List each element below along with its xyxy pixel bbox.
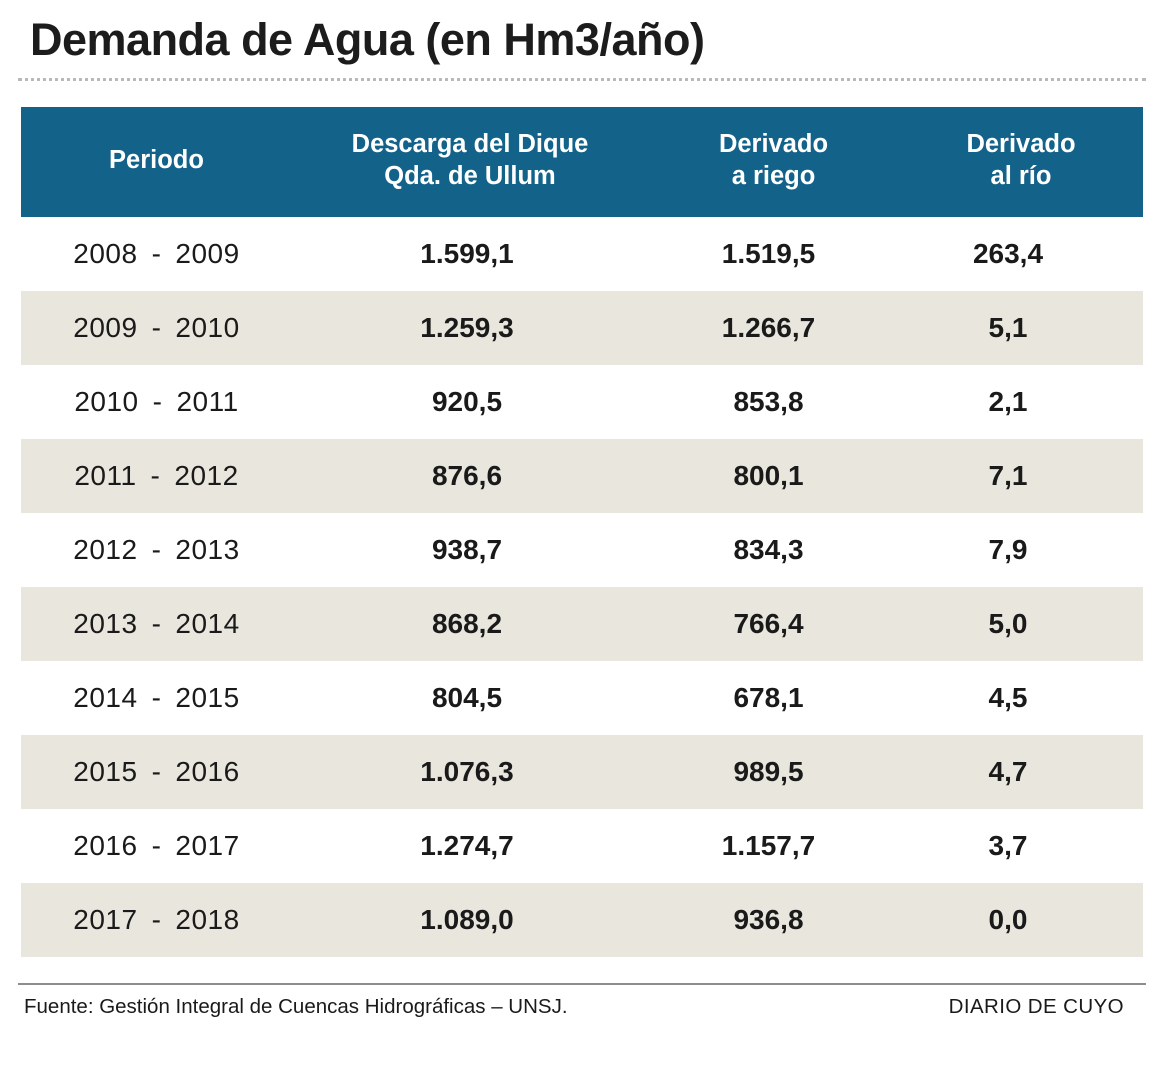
cell-periodo [21, 735, 292, 809]
period-start: 2011 [74, 459, 137, 491]
cell-riego: 1.266,7 [648, 291, 899, 365]
column-header-riego-line1: Derivado [718, 129, 829, 158]
cell-rio: 2,1 [988, 385, 1028, 417]
period-start: 2009 [73, 311, 138, 343]
period-start: 2013 [73, 607, 138, 639]
period-separator: - [150, 459, 161, 491]
footer [18, 985, 1146, 1019]
cell-descarga: 938,7 [431, 533, 503, 565]
cell-riego: 678,1 [733, 681, 804, 713]
table-row [21, 291, 1143, 365]
cell-periodo [21, 883, 292, 957]
table-row [21, 883, 1143, 957]
title-divider [18, 78, 1146, 81]
publisher-credit: DIARIO DE CUYO [948, 994, 1124, 1018]
table-row [21, 809, 1143, 883]
period-separator: - [151, 311, 162, 343]
table-header [21, 107, 1143, 217]
cell-riego: 766,4 [648, 587, 899, 661]
period-end: 2009 [175, 237, 240, 269]
column-header-descarga-line2: Qda. de Ullum [384, 161, 556, 190]
cell-periodo [21, 809, 292, 883]
period-end: 2013 [175, 533, 240, 565]
cell-rio: 5,0 [899, 587, 1143, 661]
cell-riego: 936,8 [648, 883, 899, 957]
cell-descarga: 868,2 [292, 587, 648, 661]
period-separator: - [151, 237, 162, 269]
column-header-riego-line2: a riego [731, 161, 816, 190]
water-demand-table [21, 107, 1143, 957]
cell-rio: 263,4 [972, 237, 1044, 269]
cell-riego: 853,8 [733, 385, 804, 417]
table-row [21, 735, 1143, 809]
table-row [21, 439, 1143, 513]
period-separator: - [151, 607, 162, 639]
cell-periodo [21, 365, 292, 439]
cell-riego: 800,1 [648, 439, 899, 513]
column-header-descarga [292, 107, 648, 217]
column-header-riego [648, 107, 899, 217]
cell-rio: 7,1 [899, 439, 1143, 513]
cell-descarga: 1.599,1 [420, 237, 514, 269]
cell-periodo [21, 661, 292, 735]
period-separator: - [151, 681, 162, 713]
period-end: 2016 [175, 755, 240, 787]
page-title: Demanda de Agua (en Hm3/año) [30, 14, 705, 65]
source-note: Fuente: Gestión Integral de Cuencas Hidrográficas – UNSJ. [24, 994, 568, 1018]
column-header-periodo: Periodo [21, 107, 292, 217]
period-separator: - [151, 829, 162, 861]
cell-riego: 1.519,5 [721, 237, 816, 269]
cell-rio: 4,5 [988, 681, 1028, 713]
cell-descarga: 1.259,3 [292, 291, 648, 365]
period-end: 2018 [175, 903, 240, 935]
cell-periodo [21, 217, 292, 291]
period-start: 2017 [73, 903, 138, 935]
period-separator: - [152, 385, 163, 417]
column-header-rio-line1: Derivado [966, 129, 1076, 158]
cell-periodo [21, 439, 292, 513]
column-header-descarga-line1: Descarga del Dique [351, 129, 589, 158]
cell-rio: 4,7 [899, 735, 1143, 809]
period-end: 2010 [175, 311, 240, 343]
cell-descarga: 876,6 [292, 439, 648, 513]
period-start: 2016 [73, 829, 138, 861]
period-end: 2017 [175, 829, 240, 861]
table-row [21, 365, 1143, 439]
table-body [21, 217, 1143, 957]
period-start: 2014 [73, 681, 138, 713]
cell-descarga: 1.076,3 [292, 735, 648, 809]
column-header-rio [899, 107, 1143, 217]
period-start: 2015 [73, 755, 138, 787]
period-end: 2014 [175, 607, 240, 639]
table-row [21, 513, 1143, 587]
cell-rio: 5,1 [899, 291, 1143, 365]
cell-rio: 0,0 [899, 883, 1143, 957]
table-header-row [21, 107, 1143, 217]
cell-descarga: 1.274,7 [420, 829, 514, 861]
period-start: 2010 [74, 385, 139, 417]
cell-periodo [21, 513, 292, 587]
period-separator: - [151, 755, 162, 787]
cell-rio: 3,7 [988, 829, 1028, 861]
period-start: 2012 [73, 533, 138, 565]
cell-rio: 7,9 [988, 533, 1028, 565]
cell-descarga: 1.089,0 [292, 883, 648, 957]
cell-descarga: 920,5 [431, 385, 503, 417]
table-row [21, 587, 1143, 661]
column-header-rio-line2: al río [990, 161, 1052, 190]
cell-periodo [21, 291, 292, 365]
cell-riego: 1.157,7 [721, 829, 816, 861]
period-separator: - [151, 533, 162, 565]
period-start: 2008 [73, 237, 138, 269]
cell-descarga: 804,5 [431, 681, 503, 713]
cell-riego: 834,3 [733, 533, 804, 565]
table-row [21, 217, 1143, 291]
cell-riego: 989,5 [648, 735, 899, 809]
period-separator: - [151, 903, 162, 935]
cell-periodo [21, 587, 292, 661]
period-end: 2011 [176, 385, 239, 417]
table-row [21, 661, 1143, 735]
period-end: 2012 [174, 459, 239, 491]
period-end: 2015 [175, 681, 240, 713]
